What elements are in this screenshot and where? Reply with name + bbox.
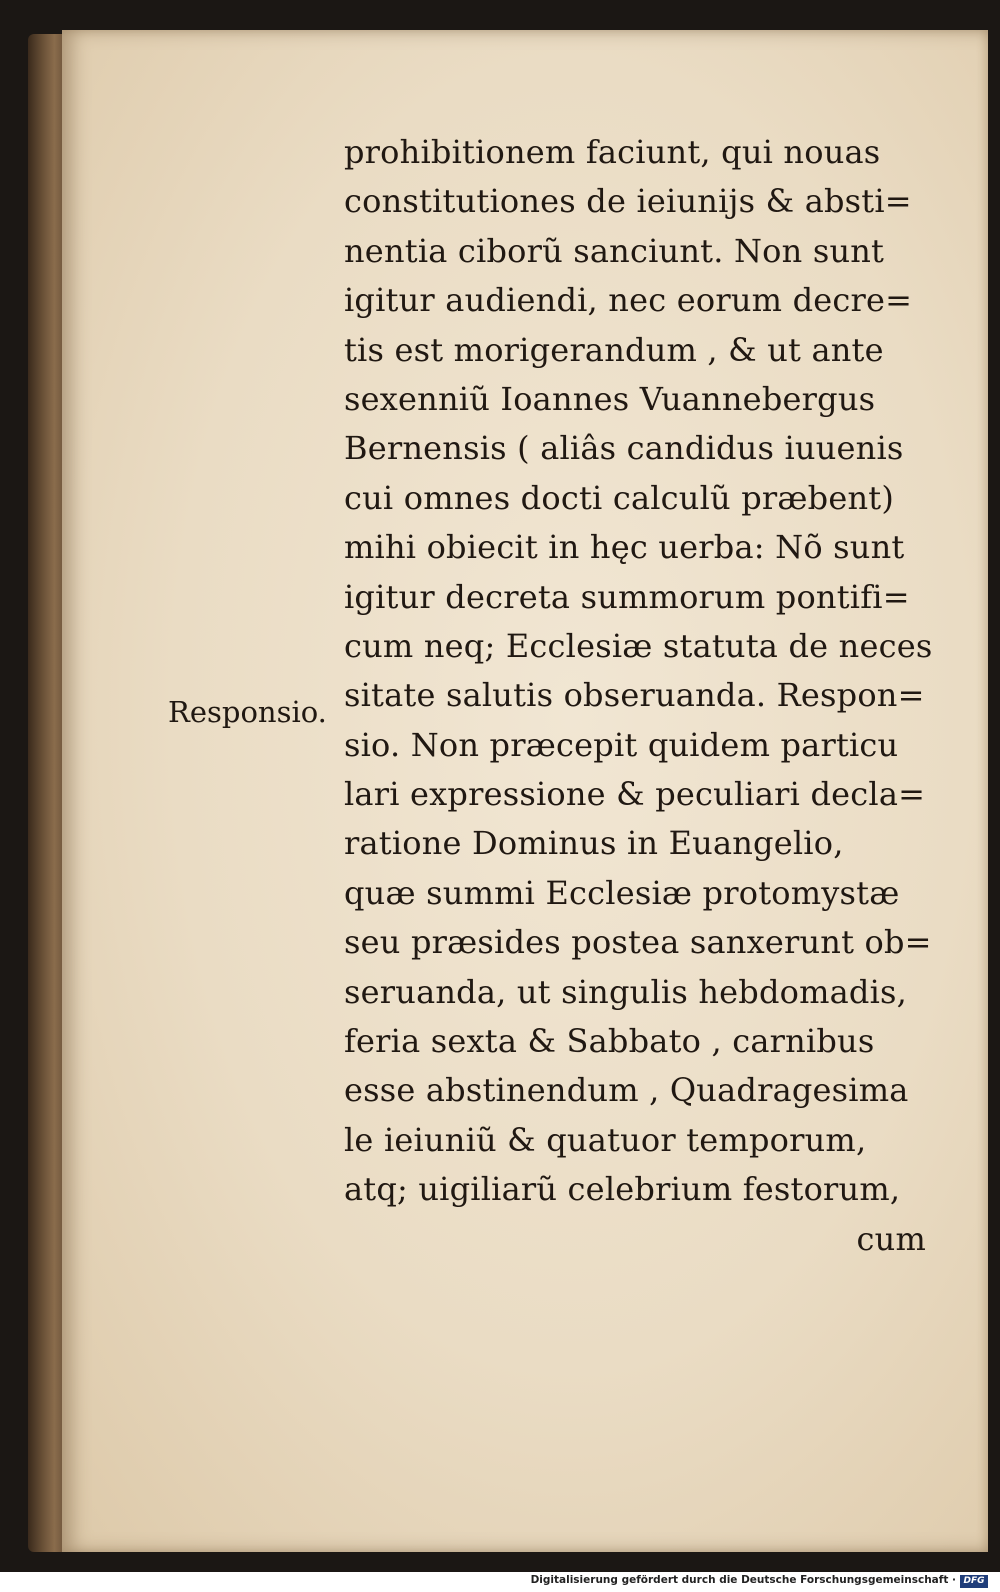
text-line: seruanda, ut singulis hebdomadis, [344, 972, 908, 1011]
text-line: atq; uigiliarũ celebrium festorum, [344, 1170, 901, 1209]
text-line: sitate salutis obseruanda. Respon= [344, 676, 925, 715]
text-line: prohibitionem faciunt, qui nouas [344, 133, 881, 171]
text-line: igitur audiendi, nec eorum decre= [344, 281, 913, 320]
text-line: lari expressione & peculiari decla= [344, 775, 926, 814]
text-line: sio. Non præcepit quidem particu [344, 725, 899, 764]
digitization-footer [0, 1572, 1000, 1592]
dfg-logo-icon: DFG [960, 1575, 988, 1588]
text-line: tis est morigerandum , & ut ante [344, 330, 884, 369]
text-line: le ieiuniũ & quatuor temporum, [344, 1120, 867, 1159]
footer-credit: Digitalisierung gefördert durch die Deutsche Forschungsgemeinschaft · [530, 1574, 956, 1586]
text-line: quæ summi Ecclesiæ protomystæ [344, 873, 900, 912]
catchword: cum [856, 1219, 926, 1258]
text-line: mihi obiecit in hęc uerba: Nõ sunt [344, 528, 905, 567]
text-line: sexenniũ Ioannes Vuannebergus [344, 379, 876, 418]
text-line: constitutiones de ieiunijs & absti= [344, 182, 912, 221]
text-line: ratione Dominus in Euangelio, [344, 824, 844, 863]
text-line: esse abstinendum , Quadragesima [344, 1071, 909, 1110]
text-line: igitur decreta summorum pontifi= [344, 577, 910, 616]
text-line: cui omnes docti calculũ præbent) [344, 478, 895, 517]
text-line: Bernensis ( aliâs candidus iuuenis [344, 429, 904, 468]
text-line: feria sexta & Sabbato , carnibus [344, 1022, 875, 1061]
text-line: cum neq; Ecclesiæ statuta de neces [344, 626, 933, 665]
text-line: seu præsides postea sanxerunt ob= [344, 923, 932, 962]
margin-note: Responsio. [168, 695, 327, 729]
book-page [62, 30, 988, 1552]
main-text-block [344, 128, 944, 1264]
text-line: nentia ciborũ sanciunt. Non sunt [344, 231, 885, 270]
